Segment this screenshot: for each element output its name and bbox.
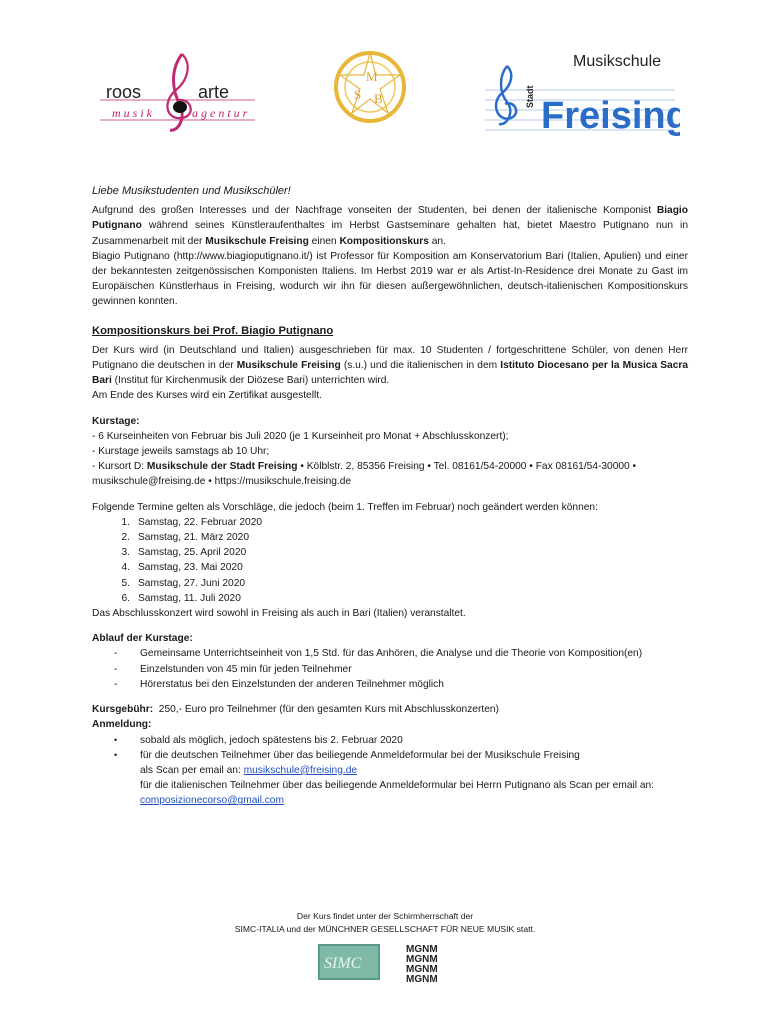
list-item: - Gemeinsame Unterrichtseinheit von 1,5 Std. für das Anhören, die Analyse und die Theorie von Komposition(en) bbox=[114, 648, 643, 660]
main-content bbox=[92, 184, 688, 809]
musikschule-word: Musikschule bbox=[573, 53, 662, 70]
mgnm-logo bbox=[404, 942, 444, 986]
list-item: - Einzelstunden von 45 min für jeden Teilnehmer bbox=[114, 663, 352, 675]
course-paragraph-2: Am Ende des Kurses wird ein Zertifikat ausgestellt. bbox=[92, 390, 322, 402]
kurstage-line-1: - 6 Kurseinheiten von Februar bis Juli 2020 (je 1 Kurseinheit pro Monat + Abschlusskonzert); bbox=[92, 430, 509, 442]
list-item: 2. Samstag, 21. März 2020 bbox=[121, 532, 249, 544]
termine-list bbox=[112, 515, 688, 606]
header-logos bbox=[0, 40, 770, 140]
termine-intro: Folgende Termine gelten als Vorschläge, die jedoch (beim 1. Treffen im Februar) noch geändert werden können: bbox=[92, 501, 598, 513]
anmeldung-heading: Anmeldung: bbox=[92, 719, 152, 731]
list-item: - Hörerstatus bei den Einzelstunden der anderen Teilnehmer möglich bbox=[114, 678, 444, 690]
msb-letter-b: B bbox=[374, 91, 383, 106]
kurstage-line-2: - Kurstage jeweils samstags ab 10 Uhr; bbox=[92, 446, 270, 458]
kurstage-heading: Kurstage: bbox=[92, 415, 140, 427]
course-paragraph-1: Der Kurs wird (in Deutschland und Italien) ausgeschrieben für max. 10 Studenten / fortgeschrittene Schüler, von denen Herr Putignano die deutschen in der Musikschule Freising (s.u.) und die italienischen in dem Istituto Diocesano per la Musica Sacra Bari (Institut für Kirchenmusik der Diözese Bari) unterrichten wird. bbox=[92, 344, 688, 387]
musikschule-freising-logo bbox=[485, 46, 680, 141]
list-item: 1. Samstag, 22. Februar 2020 bbox=[121, 516, 263, 528]
msb-logo bbox=[330, 45, 410, 135]
list-item: 6. Samstag, 11. Juli 2020 bbox=[121, 592, 241, 604]
roos-arte-logo bbox=[100, 50, 260, 140]
simc-logo bbox=[318, 944, 380, 980]
svg-text:MGNM: MGNM bbox=[406, 954, 438, 965]
list-item: 3. Samstag, 25. April 2020 bbox=[121, 547, 247, 559]
footer-logos bbox=[0, 944, 770, 994]
intro-paragraph-2: Biagio Putignano (http://www.biagioputignano.it/) ist Professor für Komposition am Konservatorium Bari (Italien, Apulien) und einer der bekanntesten zeitgenössischen Komponisten Italiens. Im Herbst 2019 war er als Artist-In-Residence drei Monate zu Gast im Europäischen Künstlerhaus in Freising, wodurch wir ihn für diesen außergewöhnlichen, deutsch-italienischen Kompositionskurs gewinnen konnten. bbox=[92, 250, 688, 308]
ablauf-heading: Ablauf der Kurstage: bbox=[92, 633, 193, 645]
freising-word: Freising bbox=[541, 95, 680, 137]
list-item: 5. Samstag, 27. Juni 2020 bbox=[121, 577, 246, 589]
stadt-word: Stadt bbox=[525, 85, 535, 108]
arte-word: arte bbox=[198, 82, 230, 102]
email-link-composizione[interactable]: composizionecorso@gmail.com bbox=[140, 795, 284, 807]
musik-word: musik bbox=[112, 106, 155, 120]
msb-letter-s: S bbox=[354, 87, 362, 102]
svg-text:MGNM: MGNM bbox=[406, 944, 438, 955]
msb-letter-m: M bbox=[366, 69, 378, 84]
anmeldung-list bbox=[114, 733, 688, 809]
kursgebuehr: Kursgebühr: 250,- Euro pro Teilnehmer (für den gesamten Kurs mit Abschlusskonzerten) bbox=[92, 704, 499, 716]
list-item: • für die deutschen Teilnehmer über das beiliegende Anmeldeformular bei der Musikschule Freising als Scan per email an: musikschule@freising.de für die italienischen Teilnehmer über das beiliegende Anmeldeformular bei Herrn Putignano als Scan per email an: composizionecorso@gmail.com bbox=[114, 749, 655, 807]
kurstage-line-3: - Kursort D: Musikschule der Stadt Freising • Kölblstr. 2, 85356 Freising • Tel. 08161/54-20000 • Fax 08161/54-30000 • musikschule@freising.de • https://musikschule.freising.de bbox=[92, 461, 637, 488]
intro-paragraph-1: Aufgrund des großen Interesses und der Nachfrage vonseiten der Studenten, bei denen der italienische Komponist Biagio Putignano während seines Künstleraufenthaltes im Herbst Gastseminare gehalten hat, bietet Maestro Putignano nun in Zusammenarbeit mit der Musikschule Freising einen Kompositionskurs an. bbox=[92, 205, 688, 247]
simc-text: SIMC bbox=[324, 955, 362, 972]
course-title: Kompositionskurs bei Prof. Biagio Putignano bbox=[92, 324, 334, 337]
termine-outro: Das Abschlusskonzert wird sowohl in Freising als auch in Bari (Italien) veranstaltet. bbox=[92, 608, 466, 620]
patronage-note: Der Kurs findet unter der Schirmherrschaft der SIMC-ITALIA und der MÜNCHNER GESELLSCHAFT FÜR NEUE MUSIK statt. bbox=[234, 911, 536, 934]
svg-text:MGNM: MGNM bbox=[406, 974, 438, 985]
roos-word: roos bbox=[106, 82, 142, 102]
email-link-musikschule[interactable]: musikschule@freising.de bbox=[243, 764, 358, 776]
svg-text:MGNM: MGNM bbox=[406, 964, 438, 975]
ablauf-list bbox=[114, 646, 688, 692]
list-item: 4. Samstag, 23. Mai 2020 bbox=[121, 562, 243, 574]
agentur-word: agentur bbox=[192, 106, 251, 120]
greeting: Liebe Musikstudenten und Musikschüler! bbox=[92, 185, 291, 197]
list-item: • sobald als möglich, jedoch spätestens bis 2. Februar 2020 bbox=[114, 734, 403, 746]
